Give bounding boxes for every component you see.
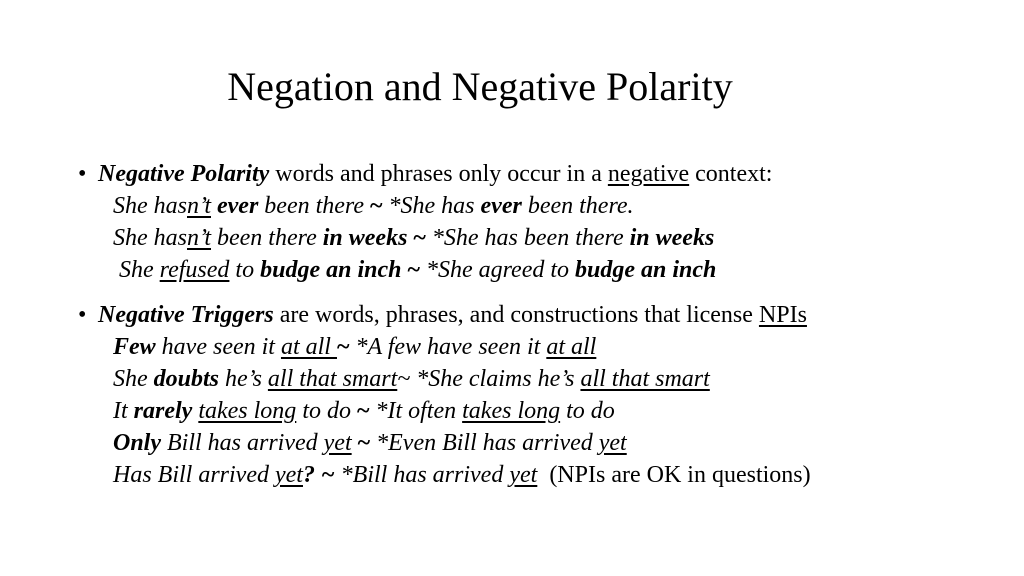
ex-underline: all that smart [267,366,398,392]
ex-text: *She has [382,193,481,219]
ex-note: (NPIs are OK in questions) [537,462,811,488]
example-line [76,363,1006,395]
spacer [76,286,1006,299]
ex-underline: n’t [187,225,211,251]
bullet-text: words and phrases only occur in a [269,161,608,187]
ex-text: he’s [219,366,268,392]
ex-bold: Only [113,430,161,456]
ex-text: been there. [521,193,634,219]
bullet-text: are words, phrases, and constructions that license [273,302,759,328]
example-line [76,459,1006,491]
ex-text: have seen it [155,334,281,360]
ex-text: to do [560,398,615,424]
ex-bold: rarely [133,398,193,424]
underlined-npis: NPIs [758,302,807,328]
bullet-text: context: [689,161,773,187]
ex-tilde: ~ [356,398,370,424]
ex-text: *Bill has arrived [334,462,510,488]
ex-underline: takes long [462,398,561,424]
ex-text: *She agreed to [419,257,576,283]
ex-underline: at all [280,334,337,360]
example-line [76,190,1006,222]
ex-bold: budge an inch [575,257,717,283]
ex-underline: n’t [187,193,211,219]
ex-bold: budge an inch [260,257,402,283]
ex-text: been there [258,193,371,219]
ex-tilde: ~ [370,193,383,219]
ex-bold: in weeks [322,225,408,251]
ex-underline: yet [509,462,538,488]
ex-bold: ever [217,193,259,219]
example-line [76,254,1006,286]
bullet-negative-triggers [76,299,1006,331]
ex-text: *It often [369,398,463,424]
ex-text: She has [113,225,187,251]
ex-text: She has [113,193,187,219]
ex-text: *She claims he’s [410,366,581,392]
underlined-negative: negative [607,161,690,187]
ex-underline: takes long [198,398,297,424]
ex-tilde: ~ [336,334,350,360]
ex-text: Bill has arrived [161,430,324,456]
ex-tilde: ~ [397,366,411,392]
ex-text: *Even Bill has arrived [370,430,599,456]
ex-text: She [113,366,154,392]
ex-text: been there [211,225,323,251]
ex-text: *A few have seen it [349,334,547,360]
ex-text: Has Bill arrived [113,462,275,488]
ex-tilde: ~ [413,225,426,251]
example-line [76,222,1006,254]
ex-underline: yet [323,430,352,456]
ex-underline: all that smart [580,366,710,392]
ex-bold: Few [113,334,156,360]
slide-body [76,158,1006,491]
ex-underline: refused [159,257,230,283]
example-line [76,395,1006,427]
ex-underline: at all [546,334,597,360]
ex-underline: yet [275,462,303,488]
ex-text: to do [296,398,357,424]
ex-text: It [113,398,134,424]
ex-bold: doubts [153,366,220,392]
ex-question-tilde: ? ~ [302,462,335,488]
ex-tilde: ~ [357,430,371,456]
term-negative-triggers: Negative Triggers [98,302,274,328]
ex-text: to [229,257,261,283]
ex-text: *She has been there [425,225,630,251]
slide-title: Negation and Negative Polarity [227,64,733,109]
example-line [76,331,1006,363]
ex-bold: in weeks [629,225,715,251]
bullet-negative-polarity [76,158,1006,190]
ex-tilde: ~ [407,257,420,283]
ex-underline: yet [598,430,627,456]
example-line [76,427,1006,459]
term-negative-polarity: Negative Polarity [98,161,270,187]
ex-bold: ever [480,193,522,219]
ex-text: She [119,257,160,283]
